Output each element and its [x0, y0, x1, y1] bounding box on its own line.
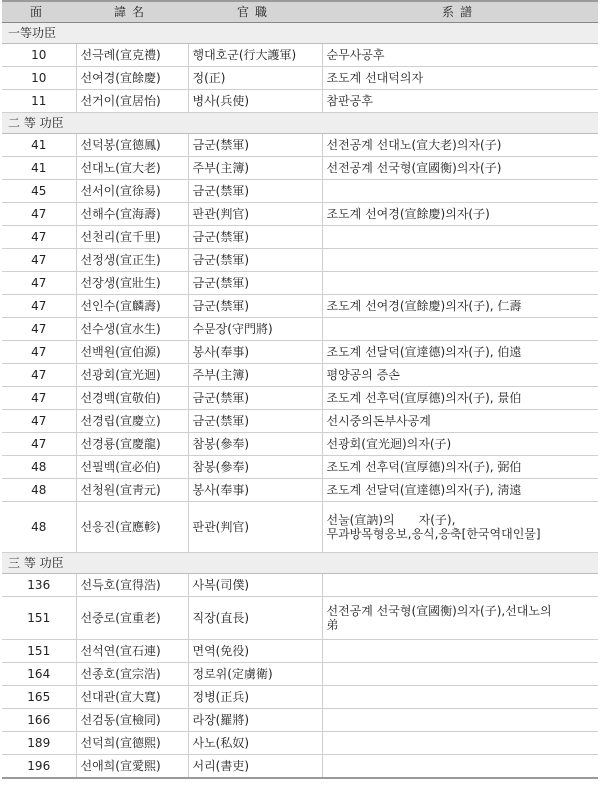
genealogy-cell: 참판공후	[322, 90, 598, 113]
name-cell: 선인수(宣麟壽)	[76, 295, 188, 318]
table-row	[2, 134, 598, 157]
table-row	[2, 295, 598, 318]
name-cell: 선응진(宣應軫)	[76, 502, 188, 553]
table-row	[2, 180, 598, 203]
genealogy-cell	[322, 755, 598, 779]
page-cell: 11	[2, 90, 76, 113]
page-cell: 48	[2, 456, 76, 479]
name-cell: 선백원(宣伯源)	[76, 341, 188, 364]
genealogy-line-2: 弟	[326, 618, 339, 632]
name-cell: 선극례(宣克禮)	[76, 44, 188, 67]
section-header-row	[2, 23, 598, 44]
table-row	[2, 663, 598, 686]
office-cell: 정(正)	[188, 67, 322, 90]
office-cell: 수문장(守門將)	[188, 318, 322, 341]
section-title: 一等功臣	[2, 23, 598, 44]
name-cell: 선천리(宣千里)	[76, 226, 188, 249]
genealogy-line-1: 선눌(宣訥)의 자(子),	[326, 513, 456, 527]
page-cell: 48	[2, 479, 76, 502]
genealogy-cell	[322, 272, 598, 295]
genealogy-cell	[322, 709, 598, 732]
table-row	[2, 44, 598, 67]
office-cell: 금군(禁軍)	[188, 410, 322, 433]
office-cell: 금군(禁軍)	[188, 295, 322, 318]
merit-subjects-table	[2, 0, 598, 779]
genealogy-cell	[322, 732, 598, 755]
page-cell: 41	[2, 157, 76, 180]
header-row	[2, 1, 598, 23]
office-cell: 주부(主簿)	[188, 364, 322, 387]
office-cell: 면역(免役)	[188, 640, 322, 663]
genealogy-cell: 순무사공후	[322, 44, 598, 67]
name-cell: 선중로(宣重老)	[76, 597, 188, 640]
genealogy-cell	[322, 502, 598, 553]
name-cell: 선덕봉(宣德鳳)	[76, 134, 188, 157]
name-cell: 선경룡(宣慶龍)	[76, 433, 188, 456]
table-row	[2, 249, 598, 272]
header-genealogy: 系譜	[322, 1, 598, 23]
table-row	[2, 364, 598, 387]
page-cell: 151	[2, 597, 76, 640]
page-cell: 47	[2, 295, 76, 318]
page-cell: 48	[2, 502, 76, 553]
page-cell: 47	[2, 387, 76, 410]
office-cell: 라장(羅將)	[188, 709, 322, 732]
office-cell: 금군(禁軍)	[188, 387, 322, 410]
name-cell: 선경백(宣敬伯)	[76, 387, 188, 410]
genealogy-cell	[322, 249, 598, 272]
section-header-row	[2, 113, 598, 134]
page-cell: 164	[2, 663, 76, 686]
genealogy-line-2: 무과방목형응보,응식,응축[한국역대인물]	[326, 527, 541, 541]
table-row	[2, 732, 598, 755]
page-cell: 151	[2, 640, 76, 663]
page-cell: 196	[2, 755, 76, 779]
office-cell: 서리(書吏)	[188, 755, 322, 779]
name-cell: 선거이(宣居怡)	[76, 90, 188, 113]
office-cell: 금군(禁軍)	[188, 249, 322, 272]
table-row	[2, 226, 598, 249]
office-cell: 금군(禁軍)	[188, 272, 322, 295]
name-cell: 선수생(宣水生)	[76, 318, 188, 341]
genealogy-cell: 조도계 선여경(宣餘慶)의자(子), 仁壽	[322, 295, 598, 318]
table-row	[2, 318, 598, 341]
office-cell: 행대호군(行大護軍)	[188, 44, 322, 67]
name-cell: 선애희(宣愛熙)	[76, 755, 188, 779]
genealogy-cell	[322, 640, 598, 663]
page-cell: 165	[2, 686, 76, 709]
table-row	[2, 479, 598, 502]
name-cell: 선덕희(宣德熙)	[76, 732, 188, 755]
genealogy-cell: 선전공계 선대노(宣大老)의자(子)	[322, 134, 598, 157]
section-title: 二 等 功臣	[2, 113, 598, 134]
table-row	[2, 67, 598, 90]
name-cell: 선여경(宣餘慶)	[76, 67, 188, 90]
section-header-row	[2, 553, 598, 574]
table-row	[2, 387, 598, 410]
name-cell: 선경립(宣慶立)	[76, 410, 188, 433]
table-row	[2, 90, 598, 113]
page-cell: 166	[2, 709, 76, 732]
page-cell: 47	[2, 226, 76, 249]
table-row	[2, 410, 598, 433]
name-cell: 선필백(宣必伯)	[76, 456, 188, 479]
genealogy-cell: 평양공의 증손	[322, 364, 598, 387]
office-cell: 주부(主簿)	[188, 157, 322, 180]
office-cell: 금군(禁軍)	[188, 180, 322, 203]
page-cell: 47	[2, 364, 76, 387]
name-cell: 선해수(宣海壽)	[76, 203, 188, 226]
office-cell: 참봉(參奉)	[188, 433, 322, 456]
table-row	[2, 640, 598, 663]
table-row	[2, 157, 598, 180]
page-cell: 47	[2, 272, 76, 295]
header-office: 官職	[188, 1, 322, 23]
genealogy-cell	[322, 226, 598, 249]
header-name: 諱名	[76, 1, 188, 23]
office-cell: 사복(司僕)	[188, 574, 322, 597]
office-cell: 직장(直長)	[188, 597, 322, 640]
table-body	[2, 23, 598, 779]
page-cell: 136	[2, 574, 76, 597]
table-row	[2, 755, 598, 779]
office-cell: 금군(禁軍)	[188, 134, 322, 157]
page-cell: 45	[2, 180, 76, 203]
genealogy-cell	[322, 663, 598, 686]
genealogy-cell	[322, 574, 598, 597]
name-cell: 선종호(宣宗浩)	[76, 663, 188, 686]
office-cell: 봉사(奉事)	[188, 341, 322, 364]
genealogy-cell: 선전공계 선국형(宣國衡)의자(子)	[322, 157, 598, 180]
header-page: 面	[2, 1, 76, 23]
page-cell: 47	[2, 249, 76, 272]
table-row	[2, 686, 598, 709]
genealogy-cell: 선시중의돈부사공계	[322, 410, 598, 433]
genealogy-cell	[322, 597, 598, 640]
office-cell: 참봉(參奉)	[188, 456, 322, 479]
name-cell: 선득호(宣得浩)	[76, 574, 188, 597]
page-cell: 47	[2, 433, 76, 456]
page-cell: 10	[2, 67, 76, 90]
genealogy-cell: 조도계 선대덕의자	[322, 67, 598, 90]
page-cell: 189	[2, 732, 76, 755]
office-cell: 사노(私奴)	[188, 732, 322, 755]
page-cell: 47	[2, 410, 76, 433]
genealogy-cell: 조도계 선여경(宣餘慶)의자(子)	[322, 203, 598, 226]
page-cell: 47	[2, 318, 76, 341]
name-cell: 선대관(宣大寬)	[76, 686, 188, 709]
page-cell: 47	[2, 341, 76, 364]
table-row	[2, 341, 598, 364]
genealogy-cell: 조도계 선후덕(宣厚德)의자(子), 弼伯	[322, 456, 598, 479]
table-row	[2, 574, 598, 597]
name-cell: 선청원(宣靑元)	[76, 479, 188, 502]
table-row	[2, 709, 598, 732]
page-cell: 10	[2, 44, 76, 67]
office-cell: 판관(判官)	[188, 502, 322, 553]
table-row	[2, 502, 598, 553]
office-cell: 정로위(定虜衛)	[188, 663, 322, 686]
section-title: 三 等 功臣	[2, 553, 598, 574]
office-cell: 판관(判官)	[188, 203, 322, 226]
office-cell: 봉사(奉事)	[188, 479, 322, 502]
name-cell: 선광회(宣光迴)	[76, 364, 188, 387]
genealogy-cell: 조도계 선달덕(宣達德)의자(子), 伯遠	[322, 341, 598, 364]
office-cell: 병사(兵使)	[188, 90, 322, 113]
office-cell: 금군(禁軍)	[188, 226, 322, 249]
table-row	[2, 433, 598, 456]
genealogy-cell	[322, 318, 598, 341]
genealogy-cell: 선광회(宣光迴)의자(子)	[322, 433, 598, 456]
genealogy-cell	[322, 686, 598, 709]
genealogy-cell: 조도계 선후덕(宣厚德)의자(子), 景伯	[322, 387, 598, 410]
table-row	[2, 456, 598, 479]
genealogy-cell	[322, 180, 598, 203]
name-cell: 선검동(宣檢同)	[76, 709, 188, 732]
page-cell: 47	[2, 203, 76, 226]
page-cell: 41	[2, 134, 76, 157]
name-cell: 선정생(宣正生)	[76, 249, 188, 272]
name-cell: 선장생(宣壯生)	[76, 272, 188, 295]
table-row	[2, 597, 598, 640]
table-row	[2, 272, 598, 295]
office-cell: 정병(正兵)	[188, 686, 322, 709]
table-row	[2, 203, 598, 226]
genealogy-cell: 조도계 선달덕(宣達德)의자(子), 淸遠	[322, 479, 598, 502]
name-cell: 선대노(宣大老)	[76, 157, 188, 180]
genealogy-line-1: 선전공계 선국형(宣國衡)의자(子),선대노의	[326, 604, 552, 618]
name-cell: 선석연(宣石連)	[76, 640, 188, 663]
name-cell: 선서이(宣徐易)	[76, 180, 188, 203]
